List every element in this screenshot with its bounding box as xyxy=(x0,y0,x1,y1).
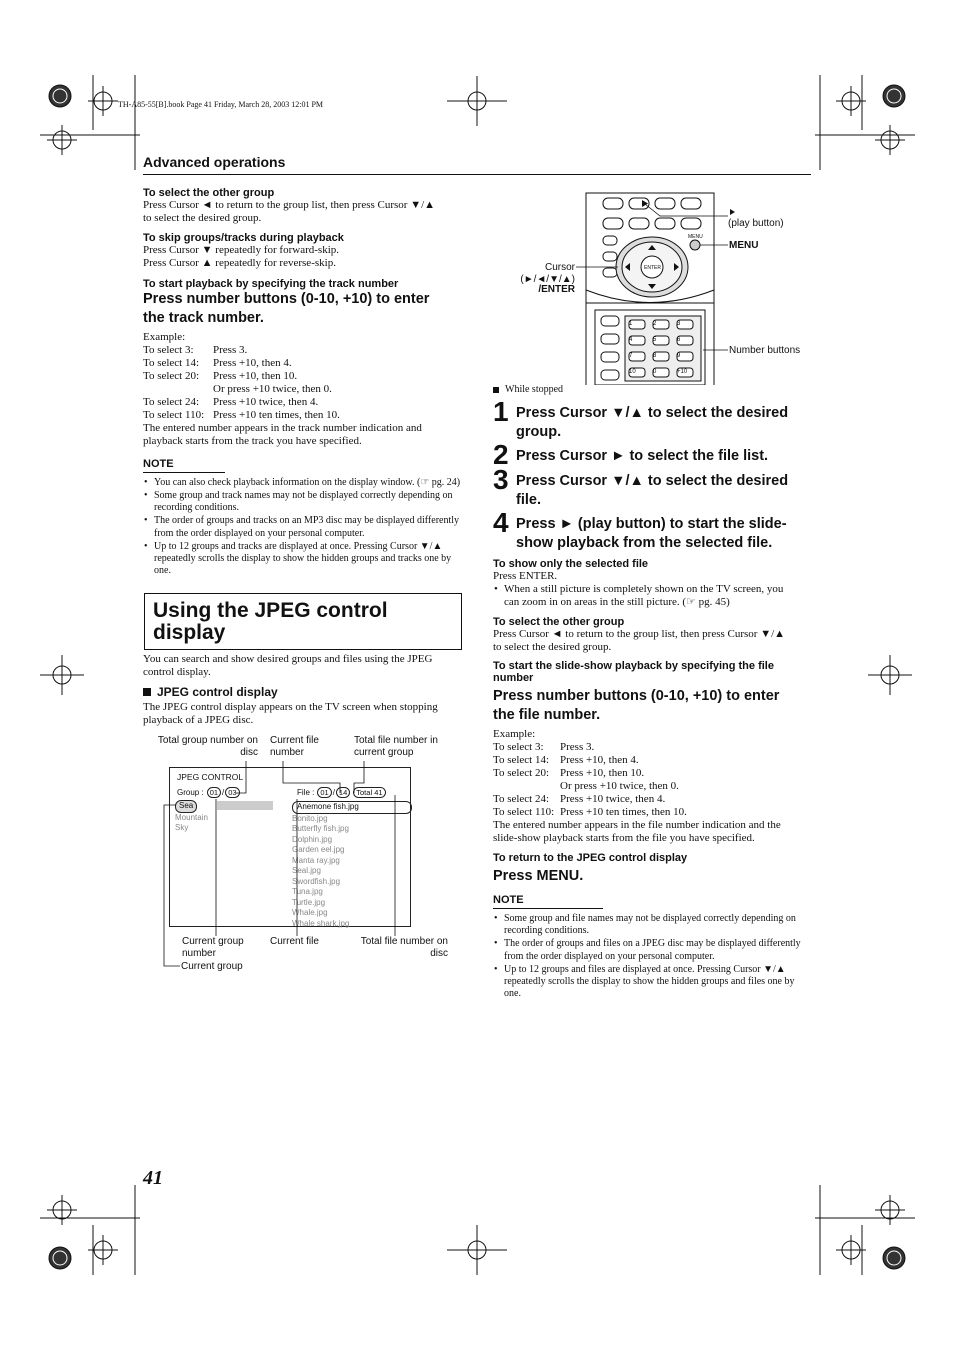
file-item-selected: Anemone fish.jpg xyxy=(292,801,412,814)
cursor-label: Cursor xyxy=(544,262,575,273)
slideshow-example-row: Or press +10 twice, then 0. xyxy=(560,780,679,792)
file-item: Tuna.jpg xyxy=(292,887,323,896)
note-item: • Some group and file names may not be displayed correctly depending on recording conditions. xyxy=(493,913,813,938)
note-label-right: NOTE xyxy=(493,894,524,906)
file-item: Bonito.jpg xyxy=(292,813,328,823)
track-after-line1: The entered number appears in the track number indication and xyxy=(143,422,422,434)
cursor-arrows-label: (►/◄/▼/▲) xyxy=(520,274,575,285)
group-current-badge: 01 xyxy=(207,787,221,798)
track-example-label: Example: xyxy=(143,331,186,343)
note-item: • Some group and track names may not be displayed correctly depending on recording conditions. xyxy=(143,490,463,515)
menu-label: MENU xyxy=(729,240,759,251)
jpeg-intro-line2: control display. xyxy=(143,666,211,678)
jpeg-intro xyxy=(143,653,463,727)
file-item: Seal.jpg xyxy=(292,866,321,875)
jpeg-subheading: JPEG control display xyxy=(143,685,463,699)
slideshow-example-row: To select 20: Press +10, then 10. xyxy=(493,767,645,779)
return-instruction: Press MENU. xyxy=(493,868,584,884)
jpeg-desc-line2: playback of a JPEG disc. xyxy=(143,714,254,726)
jpeg-section-title-box xyxy=(144,593,462,650)
jpeg-intro-line1: You can search and show desired groups and files using the JPEG xyxy=(143,653,433,665)
note-list-right xyxy=(493,913,813,1001)
note-item: • The order of groups and files on a JPEG disc may be displayed differently from the order displayed on your personal computer. xyxy=(493,938,813,963)
other-group-title: To select the other group xyxy=(143,187,275,199)
group-item-selected: Sea xyxy=(175,800,197,813)
slideshow-example-label: Example: xyxy=(493,728,536,740)
jpeg-desc-line1: The JPEG control display appears on the TV screen when stopping xyxy=(143,701,438,713)
slideshow-example-row: To select 24: Press +10 twice, then 4. xyxy=(493,793,666,805)
track-number-title: To start playback by specifying the track number xyxy=(143,278,399,290)
track-example-row: To select 14: Press +10, then 4. xyxy=(143,357,292,369)
note-item: • Up to 12 groups and files are displayed at once. Pressing Cursor ▼/▲ repeatedly scrolls the display to show the hidden groups and files one by one. xyxy=(493,964,813,1001)
skip-line1: Press Cursor ▼ repeatedly for forward-skip. xyxy=(143,244,340,256)
track-example-row: Or press +10 twice, then 0. xyxy=(213,383,332,395)
menu-button-text: MENU xyxy=(688,234,703,240)
track-example-row: To select 20: Press +10, then 10. xyxy=(143,370,298,382)
track-number-instruction-1: Press number buttons (0-10, +10) to enter xyxy=(143,291,430,307)
left-column xyxy=(143,187,463,578)
enter-button-text: ENTER xyxy=(644,265,661,271)
group-total-badge: 03 xyxy=(225,787,239,798)
note-item: • You can also check playback information on the display window. (☞ pg. 24) xyxy=(143,477,463,489)
play-button-label: (play button) xyxy=(728,218,784,229)
file-item: Garden eel.jpg xyxy=(292,845,345,854)
group-indicator: Group : 01 / 03 xyxy=(177,787,240,798)
return-title: To return to the JPEG control display xyxy=(493,852,688,864)
note-rule-right xyxy=(493,908,603,909)
show-only-line1: Press ENTER. xyxy=(493,570,558,582)
slideshow-example-row: To select 3: Press 3. xyxy=(493,741,595,753)
slideshow-instruction-2: the file number. xyxy=(493,707,601,723)
other-group-title-right: To select the other group xyxy=(493,616,625,628)
file-meta: TH-A85-55[B].book Page 41 Friday, March 28, 2003 12:01 PM xyxy=(118,100,324,109)
square-bullet-icon xyxy=(493,387,499,393)
remote-illustration: MENU ENTER 1 2 3 4 5 6 7 8 9 10 0 +10 (play button) MENU Cursor (►/◄/▼/▲) /ENTER Number buttons xyxy=(500,190,815,385)
track-example-row: To select 110: Press +10 ten times, then 10. xyxy=(143,409,340,421)
note-label: NOTE xyxy=(143,458,174,470)
group-item: Mountain xyxy=(175,812,208,822)
note-rule xyxy=(143,472,225,473)
file-current-badge: 01 xyxy=(317,787,331,798)
right-lower-column xyxy=(493,558,813,1001)
other-group-right-line2: to select the desired group. xyxy=(493,641,612,653)
note-item: • Up to 12 groups and tracks are displayed at once. Pressing Cursor ▼/▲ repeatedly scrolls the display to show the hidden groups and tracks one by one. xyxy=(143,541,463,578)
number-buttons-label: Number buttons xyxy=(729,345,801,356)
other-group-line2: to select the desired group. xyxy=(143,212,262,224)
file-disc-total-badge: Total 41 xyxy=(353,787,385,798)
jpeg-control-diagram xyxy=(140,733,465,978)
header-rule xyxy=(143,174,811,175)
label-current-file-number: Current file number xyxy=(270,735,319,758)
label-current-file: Current file xyxy=(270,936,319,947)
jpeg-title-line2: display xyxy=(153,621,226,644)
steps-block xyxy=(493,384,818,395)
track-example-row: To select 3: Press 3. xyxy=(143,344,248,356)
file-group-total-badge: 14 xyxy=(336,787,350,798)
show-only-title: To show only the selected file xyxy=(493,558,649,570)
track-after-line2: playback starts from the track you have specified. xyxy=(143,435,362,447)
slideshow-after-line2: slide-show playback starts from the file you have specified. xyxy=(493,832,755,844)
square-bullet-icon xyxy=(143,688,151,696)
skip-line2: Press Cursor ▲ repeatedly for reverse-skip. xyxy=(143,257,336,269)
screen-title: JPEG CONTROL xyxy=(177,772,244,782)
file-item: Manta ray.jpg xyxy=(292,855,340,865)
file-item: Whale shark.jpg xyxy=(292,918,350,928)
skip-title: To skip groups/tracks during playback xyxy=(143,232,344,244)
note-item: • The order of groups and tracks on an MP3 disc may be displayed differently from the order displayed on your personal computer. xyxy=(143,515,463,540)
label-total-file-group: Total file number in current group xyxy=(354,735,438,758)
slideshow-example-list xyxy=(493,741,813,819)
other-group-line1: Press Cursor ◄ to return to the group list, then press Cursor ▼/▲ xyxy=(143,199,436,211)
show-only-bullet: • When a still picture is completely shown on the TV screen, you can zoom in on areas in the still picture. (☞ pg. 45) xyxy=(494,583,784,608)
label-current-group: Current group xyxy=(181,961,243,972)
label-current-group-number: Current group number xyxy=(182,936,244,959)
page-number: 41 xyxy=(143,1167,163,1189)
group-item: Sky xyxy=(175,823,189,832)
track-number-instruction-2: the track number. xyxy=(143,310,264,326)
file-item: Turtle.jpg xyxy=(292,897,326,907)
slideshow-example-row: To select 14: Press +10, then 4. xyxy=(493,754,639,766)
section-title: Advanced operations xyxy=(143,154,286,170)
jpeg-title-line1: Using the JPEG control xyxy=(153,599,388,622)
slideshow-title-1: To start the slide-show playback by specifying the file xyxy=(493,660,774,672)
file-item: Whale.jpg xyxy=(292,908,328,917)
label-total-group: Total group number on disc xyxy=(157,735,258,758)
slideshow-example-row: To select 110: Press +10 ten times, then 10. xyxy=(493,806,687,818)
file-item: Dolphin.jpg xyxy=(292,834,333,844)
while-stopped: While stopped xyxy=(493,384,818,395)
file-item: Swordfish.jpg xyxy=(292,876,341,886)
file-indicator: File : 01 / 14 Total 41 xyxy=(297,787,386,798)
file-item: Butterfly fish.jpg xyxy=(292,824,349,833)
track-example-list xyxy=(143,344,463,422)
note-list xyxy=(143,477,463,578)
enter-label: /ENTER xyxy=(538,284,575,295)
other-group-right-line1: Press Cursor ◄ to return to the group list, then press Cursor ▼/▲ xyxy=(493,628,786,640)
label-total-file-disc: Total file number on disc xyxy=(360,936,448,959)
slideshow-instruction-1: Press number buttons (0-10, +10) to enter xyxy=(493,688,780,704)
slideshow-after-line1: The entered number appears in the file number indication and the xyxy=(493,819,781,831)
slideshow-title-2: number xyxy=(493,672,534,684)
track-example-row: To select 24: Press +10 twice, then 4. xyxy=(143,396,319,408)
